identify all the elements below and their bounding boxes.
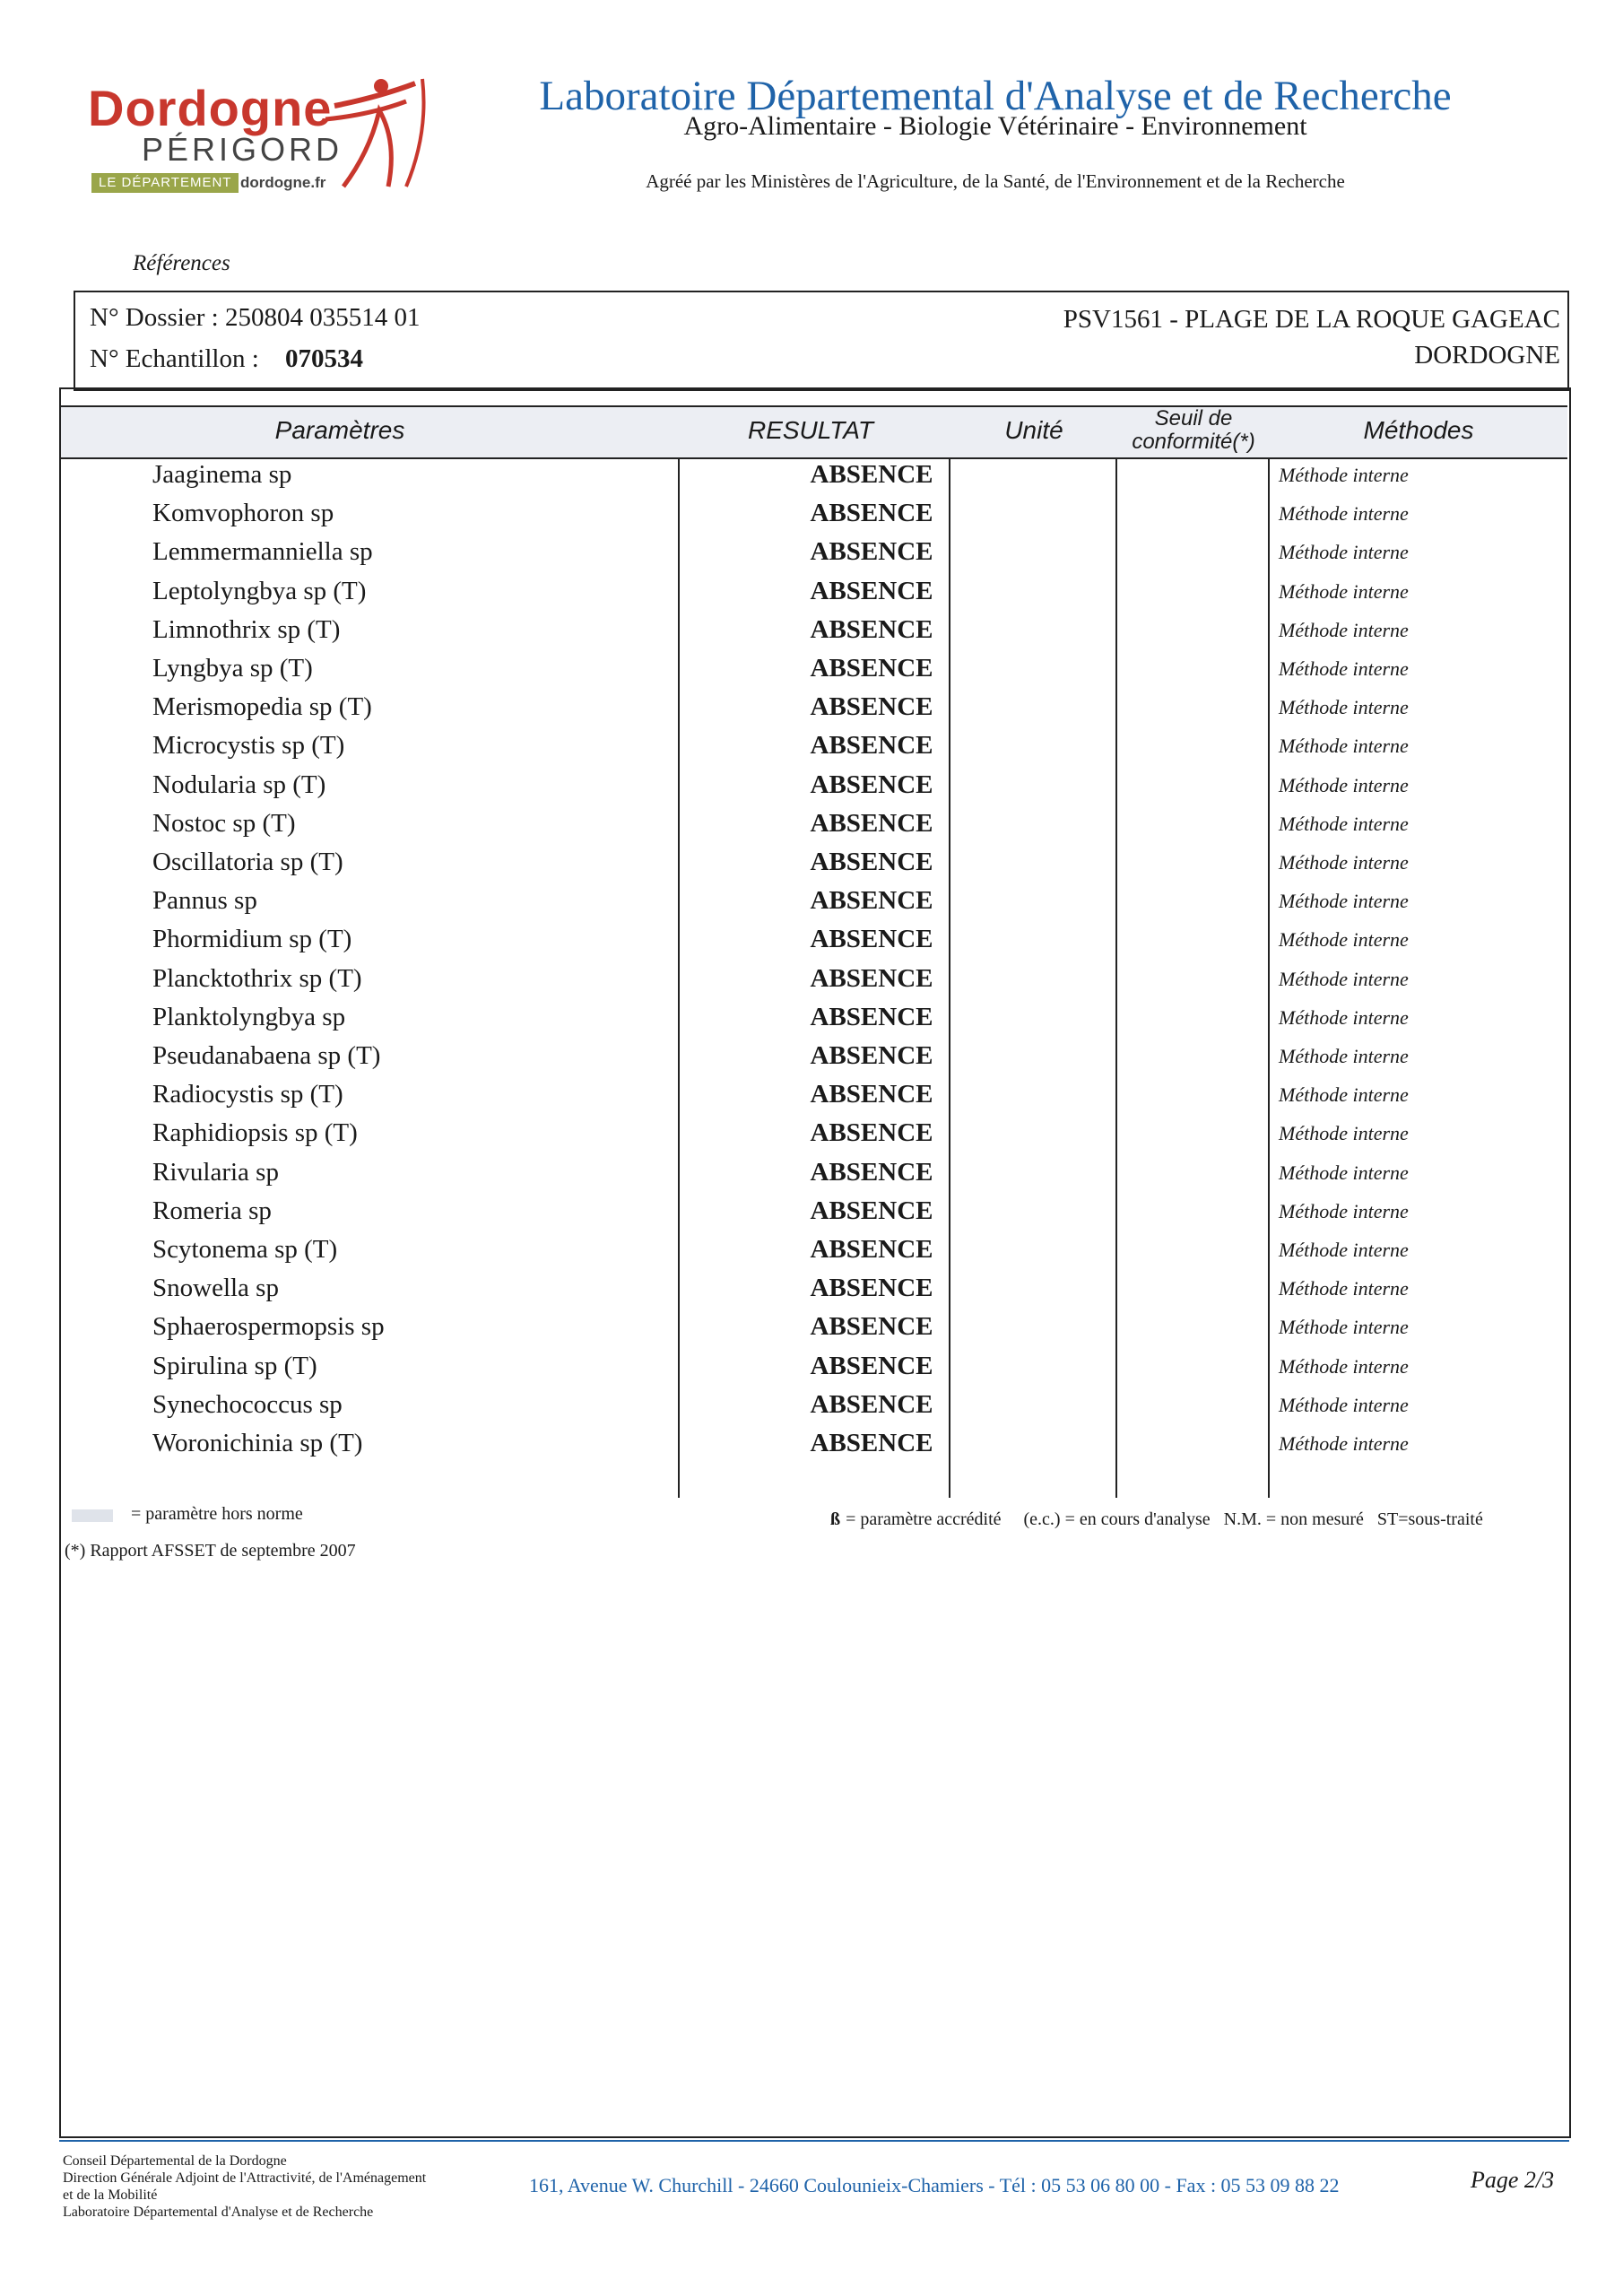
method-cell: Méthode interne [1279,1161,1409,1184]
result-cell: ABSENCE [810,1312,933,1342]
result-cell: ABSENCE [810,848,933,876]
legend-accredited: = paramètre accrédité [846,1509,1002,1529]
param-cell: Lyngbya sp (T) [152,654,313,683]
echantillon-value: 070534 [285,344,364,373]
table-row [61,533,1567,571]
table-row [61,1037,1567,1075]
department-name: DORDOGNE [1414,341,1560,370]
logo-dordogne-text: Dordogne [88,80,333,136]
table-row [61,572,1567,611]
method-cell: Méthode interne [1279,1393,1409,1416]
param-cell: Pannus sp [152,886,257,916]
legend-afsset: (*) Rapport AFSSET de septembre 2007 [65,1541,356,1561]
method-cell: Méthode interne [1279,1122,1409,1145]
method-cell: Méthode interne [1279,1432,1409,1455]
method-cell: Méthode interne [1279,773,1409,796]
param-cell: Nodularia sp (T) [152,770,326,799]
accredited-icon: ß [830,1509,841,1529]
method-cell: Méthode interne [1279,890,1409,913]
result-cell: ABSENCE [810,925,933,954]
method-cell: Méthode interne [1279,1199,1409,1222]
lab-agreement: Agréé par les Ministères de l'Agriculture, de la Santé, de l'Environnement et de la Recherche [646,170,1345,192]
param-cell: Lemmermanniella sp [152,537,373,567]
param-cell: Romeria sp [152,1196,272,1225]
result-cell: ABSENCE [810,1389,933,1419]
result-cell: ABSENCE [810,614,933,644]
param-cell: Planktolyngbya sp [152,1002,346,1031]
result-cell: ABSENCE [810,1235,933,1264]
header-seuil-line1: Seuil de [1154,406,1233,430]
header-parametres: Paramètres [274,416,405,444]
param-cell: Scytonema sp (T) [152,1235,338,1264]
method-cell: Méthode interne [1279,579,1409,603]
result-cell: ABSENCE [810,499,933,528]
param-cell: Synechococcus sp [152,1389,343,1419]
header-seuil-line2: conformité(*) [1132,430,1255,454]
table-row [61,649,1567,688]
logo-url: dordogne.fr [240,174,326,191]
legend-sous-traite: ST=sous-traité [1376,1509,1483,1529]
result-cell: ABSENCE [810,692,933,722]
result-cell: ABSENCE [810,886,933,916]
result-cell: ABSENCE [810,1157,933,1187]
result-cell: ABSENCE [810,576,933,605]
table-row [61,1386,1567,1424]
footer-line-4: Laboratoire Départemental d'Analyse et de Recherche [63,2205,374,2220]
logo-perigord-text: PÉRIGORD [142,131,343,168]
dossier-value: 250804 035514 01 [224,303,421,332]
reference-box-right-border [1567,291,1569,387]
method-cell: Méthode interne [1279,1083,1409,1107]
method-cell: Méthode interne [1279,696,1409,719]
table-row [61,843,1567,882]
table-row [61,804,1567,843]
method-cell: Méthode interne [1279,851,1409,874]
param-cell: Snowella sp [152,1274,279,1303]
param-cell: Microcystis sp (T) [152,731,345,761]
footer-organisation [63,2152,426,2221]
table-row [61,1231,1567,1269]
result-cell: ABSENCE [810,1118,933,1148]
department-logo [88,70,429,196]
page-number: Page 2/3 [1471,2167,1555,2193]
table-row [61,726,1567,765]
legend-en-cours: (e.c.) = en cours d'analyse [1023,1509,1211,1529]
result-cell: ABSENCE [810,731,933,761]
legend-codes [830,1509,1483,1530]
table-row [61,688,1567,726]
logo-band: LE DÉPARTEMENT [91,173,239,193]
method-cell: Méthode interne [1279,1239,1409,1261]
table-row [61,494,1567,533]
table-row [61,998,1567,1037]
dossier-line [90,303,420,333]
param-cell: Oscillatoria sp (T) [152,848,343,876]
footer-divider [59,2140,1569,2142]
table-row [61,1347,1567,1386]
param-cell: Radiocystis sp (T) [152,1080,343,1109]
result-cell: ABSENCE [810,1351,933,1380]
echantillon-line [90,344,363,374]
references-label: Références [133,251,230,275]
table-row [61,1424,1567,1463]
table-row [61,960,1567,998]
param-cell: Nostoc sp (T) [152,808,296,838]
param-cell: Plancktothrix sp (T) [152,963,362,993]
lab-title: Laboratoire Départemental d'Analyse et de Recherche [539,73,1452,119]
param-cell: Merismopedia sp (T) [152,692,372,722]
method-cell: Méthode interne [1279,967,1409,990]
method-cell: Méthode interne [1279,1316,1409,1339]
result-cell: ABSENCE [810,1080,933,1109]
param-cell: Jaaginema sp [152,460,292,489]
result-cell: ABSENCE [810,537,933,567]
table-row [61,882,1567,920]
method-cell: Méthode interne [1279,812,1409,835]
param-cell: Sphaerospermopsis sp [152,1312,385,1342]
table-row [61,611,1567,649]
table-row [61,1153,1567,1192]
table-row [61,920,1567,959]
footer-address: 161, Avenue W. Churchill - 24660 Coulounieix-Chamiers - Tél : 05 53 06 80 00 - Fax : 05 53 09 88 22 [529,2174,1340,2196]
result-cell: ABSENCE [810,1429,933,1457]
lab-subtitle: Agro-Alimentaire - Biologie Vétérinaire - Environnement [683,111,1307,141]
result-cell: ABSENCE [810,1002,933,1031]
param-cell: Komvophoron sp [152,499,334,528]
header-unite: Unité [1004,416,1063,444]
result-cell: ABSENCE [810,654,933,683]
method-cell: Méthode interne [1279,1005,1409,1029]
table-row [61,1192,1567,1231]
method-cell: Méthode interne [1279,541,1409,564]
footer-line-1: Conseil Départemental de la Dordogne [63,2153,287,2169]
param-cell: Spirulina sp (T) [152,1351,317,1380]
table-row [61,456,1567,494]
hors-norme-swatch [72,1509,113,1522]
method-cell: Méthode interne [1279,1354,1409,1378]
echantillon-label: N° Echantillon : [90,344,259,373]
table-row [61,766,1567,804]
dossier-label: N° Dossier : [90,303,219,332]
footer-line-3: et de la Mobilité [63,2187,158,2203]
legend-non-mesure: N.M. = non mesuré [1223,1509,1364,1529]
param-cell: Pseudanabaena sp (T) [152,1041,381,1070]
result-cell: ABSENCE [810,1196,933,1225]
param-cell: Limnothrix sp (T) [152,614,341,644]
param-cell: Woronichinia sp (T) [152,1429,363,1457]
param-cell: Leptolyngbya sp (T) [152,576,367,605]
method-cell: Méthode interne [1279,735,1409,758]
legend-hors-norme: = paramètre hors norme [131,1504,303,1524]
header-resultat: RESULTAT [747,416,873,444]
method-cell: Méthode interne [1279,657,1409,680]
footer-line-2: Direction Générale Adjoint de l'Attractivité, de l'Aménagement [63,2170,427,2186]
table-row [61,1269,1567,1308]
header-methodes: Méthodes [1363,416,1474,444]
param-cell: Raphidiopsis sp (T) [152,1118,358,1148]
method-cell: Méthode interne [1279,618,1409,641]
param-cell: Phormidium sp (T) [152,925,352,954]
header-seuil [1117,405,1270,456]
result-cell: ABSENCE [810,808,933,838]
site-name: PSV1561 - PLAGE DE LA ROQUE GAGEAC [1063,305,1560,334]
param-cell: Rivularia sp [152,1157,279,1187]
result-cell: ABSENCE [810,963,933,993]
method-cell: Méthode interne [1279,1277,1409,1300]
method-cell: Méthode interne [1279,928,1409,952]
method-cell: Méthode interne [1279,1045,1409,1067]
method-cell: Méthode interne [1279,502,1409,526]
result-cell: ABSENCE [810,1274,933,1303]
result-cell: ABSENCE [810,1041,933,1070]
result-cell: ABSENCE [810,460,933,489]
table-row [61,1114,1567,1152]
method-cell: Méthode interne [1279,464,1409,486]
table-row [61,1308,1567,1346]
logo-figure-icon [317,70,433,196]
table-row [61,1075,1567,1114]
result-cell: ABSENCE [810,770,933,799]
